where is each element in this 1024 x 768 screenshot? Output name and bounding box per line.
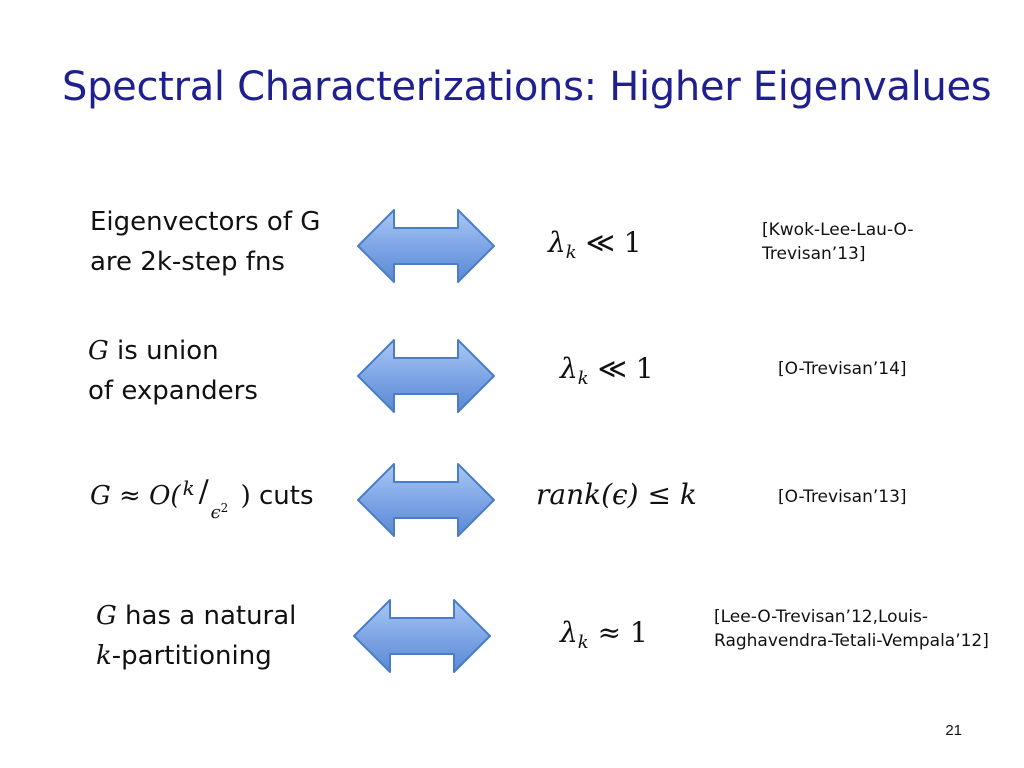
row2-lhs (88, 331, 258, 411)
row4-lhs (96, 596, 296, 676)
row4-reference (714, 605, 989, 653)
row4-lhs-line2-text: -partitioning (111, 641, 272, 671)
relation-symbol: ≪ (597, 352, 627, 385)
row2-reference (778, 357, 907, 381)
fraction-denominator (211, 488, 229, 533)
row2-lhs-line2: of expanders (88, 376, 258, 406)
row1-ref-line2: Trevisan’13] (762, 244, 866, 264)
close-paren: ) (240, 481, 251, 511)
relation-symbol: ≈ (597, 616, 622, 649)
row3-reference (778, 485, 907, 509)
row2-ref-line1: [O-Trevisan’14] (778, 359, 907, 379)
lambda-subscript: k (577, 368, 589, 389)
big-o: O( (149, 481, 181, 511)
double-headed-arrow-icon (356, 460, 496, 540)
lambda-symbol: λ (560, 616, 578, 649)
row1-lhs-line1: Eigenvectors of G (90, 207, 321, 237)
row1-ref-line1: [Kwok-Lee-Lau-O- (762, 220, 914, 240)
lambda-symbol: λ (548, 226, 566, 259)
row2-rhs (560, 352, 654, 389)
lambda-symbol: λ (560, 352, 578, 385)
cuts-text: cuts (250, 481, 314, 511)
row1-rhs (548, 226, 642, 263)
graph-symbol: G (96, 601, 117, 631)
graph-symbol: G (88, 336, 109, 366)
row1-lhs (90, 202, 320, 282)
graph-symbol: G (90, 481, 111, 511)
fraction (181, 474, 241, 523)
k-symbol: k (96, 641, 112, 671)
rhs-value: 1 (635, 352, 654, 385)
fraction-numerator: k (182, 476, 195, 500)
row4-ref-line2: Raghavendra-Tetali-Vempala’12] (714, 631, 989, 651)
row3-ref-line1: [O-Trevisan’13] (778, 487, 907, 507)
row1-reference (762, 218, 914, 266)
row4-ref-line1: [Lee-O-Trevisan’12,Louis- (714, 607, 929, 627)
row4-lhs-line1-text: has a natural (116, 601, 297, 631)
row2-lhs-line1-text: is union (108, 336, 219, 366)
approx-symbol: ≈ (119, 481, 141, 511)
exponent: 2 (220, 501, 229, 515)
row2-lhs-line1 (88, 331, 258, 371)
epsilon-symbol: ϵ (210, 502, 221, 523)
fraction-slash: / (198, 474, 209, 509)
double-headed-arrow-icon (352, 596, 492, 676)
slide-title: Spectral Characterizations: Higher Eigenvalues (62, 64, 992, 110)
row4-lhs-line1 (96, 596, 296, 636)
lambda-subscript: k (565, 242, 577, 263)
relation-symbol: ≪ (585, 226, 615, 259)
row3-lhs (90, 474, 314, 523)
relation-symbol: ≤ (647, 478, 671, 511)
row4-rhs (560, 616, 648, 653)
lambda-subscript: k (577, 632, 589, 653)
double-headed-arrow-icon (356, 206, 496, 286)
rhs-value: k (679, 478, 697, 511)
double-headed-arrow-icon (356, 336, 496, 416)
rank-expression: rank(ϵ) (536, 478, 639, 511)
page-number: 21 (945, 722, 962, 739)
rhs-value: 1 (629, 616, 648, 649)
row4-lhs-line2 (96, 636, 296, 676)
row1-lhs-line2: are 2k-step fns (90, 247, 285, 277)
row3-rhs (536, 478, 697, 511)
rhs-value: 1 (623, 226, 642, 259)
